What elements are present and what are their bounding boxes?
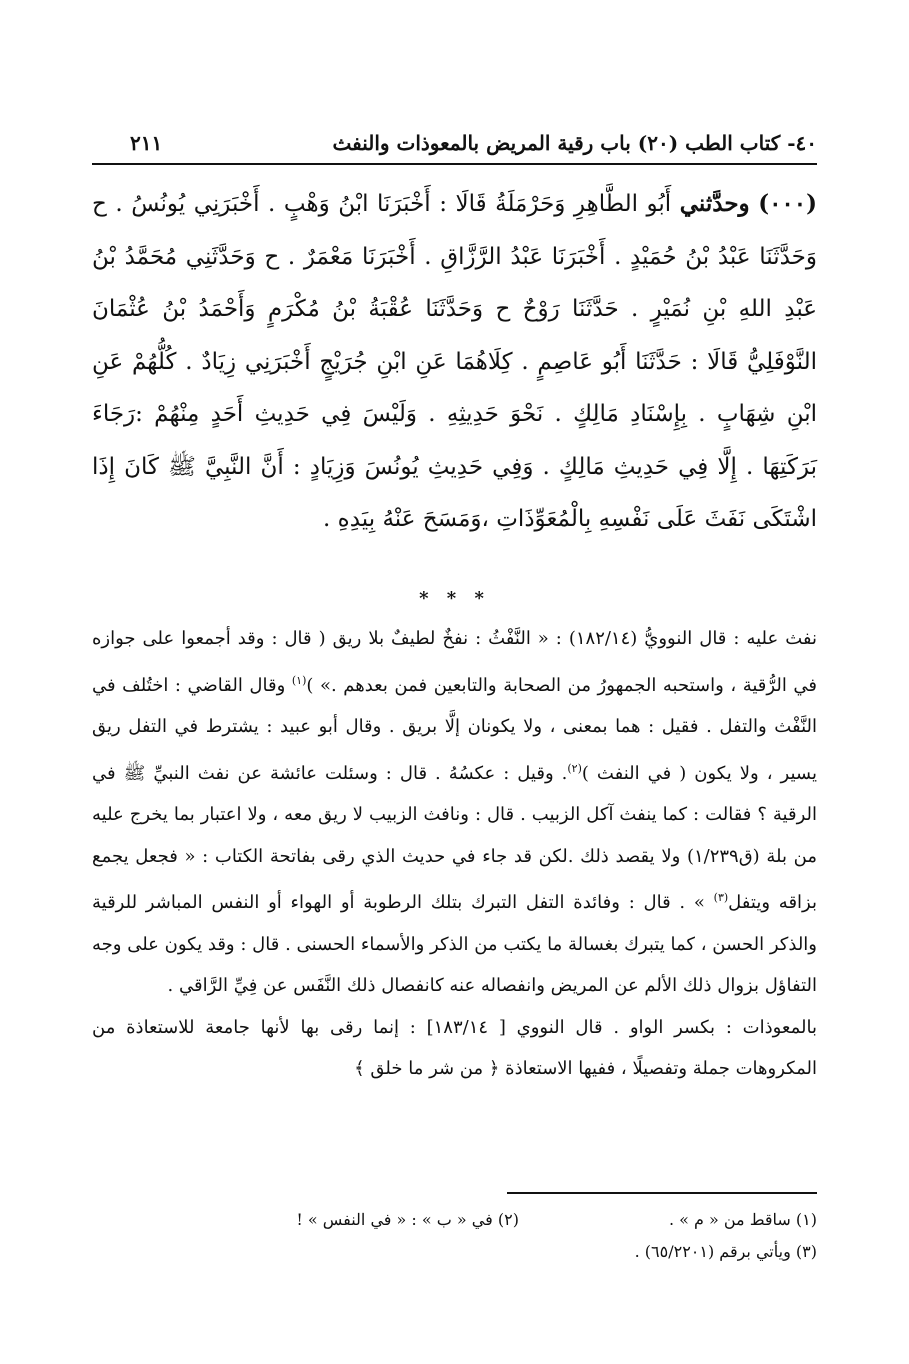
footnotes <box>200 1204 817 1268</box>
commentary-paragraph <box>92 618 817 1007</box>
footnote-number: (٣) <box>795 1242 817 1261</box>
footnote-number: (١) <box>795 1210 817 1229</box>
footnote-number: (٢) <box>497 1210 519 1229</box>
footnote-2 <box>296 1204 519 1236</box>
footnote-ref: (٢) <box>567 761 582 775</box>
footnote-1 <box>669 1204 817 1236</box>
hadith-number: (٠٠٠) <box>758 190 818 217</box>
commentary-paragraph: بالمعوذات : بكسر الواو . قال النووي [ ١٨٣/١٤] : إنما رقى بها لأنها جامعة للاستعاذة من المكروهات جملة وتفصيلًا ، ففيها الاستعاذة ﴿ من شر ما خلق ﴾ <box>92 1016 817 1079</box>
footnote-3 <box>635 1236 817 1268</box>
header-rule <box>92 163 817 165</box>
commentary-text: . وقيل : عكسُهُ . قال : وسئلت عائشة عن نفث النبيِّ ﷺ في الرقية ؟ فقالت : كما ينفث آكل الزبيب . قال : ونافث الزبيب لا ريق معه ، ولا اعتبار بما يخرج عليه من بلة (ق١/٢٣٩) ولا يقصد ذلك .لكن قد جاء في حديث الذي رقى بفاتحة الكتاب : « فجعل يجمع بزاقه ويتفل <box>92 762 817 913</box>
hadith-text <box>92 178 817 546</box>
footnote-row <box>200 1236 817 1268</box>
chapter-title: ٤٠- كتاب الطب (٢٠) باب رقية المريض بالمعوذات والنفث <box>332 131 817 155</box>
footnote-row <box>200 1204 817 1236</box>
footnote-ref: (١) <box>291 673 307 687</box>
hadith-lead: وحدَّثني <box>679 190 750 217</box>
running-header <box>130 126 817 160</box>
section-separator: * * * <box>419 588 490 609</box>
commentary-text: » . قال : وفائدة التفل التبرك بتلك الرطوبة أو الهواء أو النفس المباشر للرقية والذكر الحسن ، كما يتبرك بغسالة ما يكتب من الذكر والأسماء الحسنى . قال : وقد يكون على وجه التفاؤل بزوال ذلك الألم عن المريض وانفصاله عنه كانفصال ذلك النَّفَس عن فِيِّ الرَّاقي . <box>92 892 817 996</box>
footnote-text: ويأتي برقم (٦٥/٢٢٠١) . <box>634 1242 791 1261</box>
commentary <box>92 618 817 1090</box>
hadith-body: أَبُو الطَّاهِرِ وَحَرْمَلَةُ قَالَا : أَخْبَرَنَا ابْنُ وَهْبٍ . أَخْبَرَنِي يُونُسُ . ح وَحَدَّثَنَا عَبْدُ بْنُ حُمَيْدٍ . أَخْبَرَنَا عَبْدُ الرَّزَّاقِ . أَخْبَرَنَا مَعْمَرٌ . ح وَحَدَّثَنِي مُحَمَّدُ بْنُ عَبْدِ اللهِ بْنِ نُمَيْرٍ . حَدَّثَنَا رَوْحٌ ح وَحَدَّثَنَا عُقْبَةُ بْنُ مُكْرَمٍ وَأَحْمَدُ بْنُ عُثْمَانَ النَّوْفَلِيُّ قَالَا : حَدَّثَنَا أَبُو عَاصِمٍ . كِلَاهُمَا عَنِ ابْنِ جُرَيْجٍ أَخْبَرَنِي زِيَادٌ . كُلُّهُمْ عَنِ ابْنِ شِهَابٍ . بِإِسْنَادِ مَالِكٍ . نَحْوَ حَدِيثِهِ . وَلَيْسَ فِي حَدِيثِ أَحَدٍ مِنْهُمْ :رَجَاءَ بَرَكَتِهَا . إِلَّا فِي حَدِيثِ مَالِكٍ . وَفِي حَدِيثِ يُونُسَ وَزِيَادٍ : أَنَّ النَّبِيَّ ﷺ كَانَ إِذَا اشْتَكَى نَفَثَ عَلَى نَفْسِهِ بِالْمُعَوِّذَاتِ ،وَمَسَحَ عَنْهُ بِيَدِهِ . <box>92 191 817 532</box>
footnote-text: ساقط من « م » . <box>668 1210 791 1229</box>
footnote-ref: (٣) <box>713 891 729 904</box>
page-number: ٢١١ <box>130 131 163 155</box>
commentary-text: وقال القاضي : اختُلف في النَّفْث والتفل . فقيل : هما بمعنى ، ولا يكونان إلَّا بريق . وقال أبو عبيد : يشترط في التفل ريق يسير ، ولا يكون ( في النفث ) <box>92 674 817 784</box>
commentary-text: نفث عليه : قال النوويُّ (١٨٢/١٤) : « النَّفْثُ : نفخٌ لطيفٌ بلا ريق ( قال : وقد أجمعوا على جوازه في الرُّقية ، واستحبه الجمهورُ من الصحابة والتابعين فمن بعدهم .» ) <box>92 628 817 696</box>
footnote-text: في « ب » : « في النفس » ! <box>296 1210 493 1229</box>
footnote-rule <box>507 1192 817 1194</box>
